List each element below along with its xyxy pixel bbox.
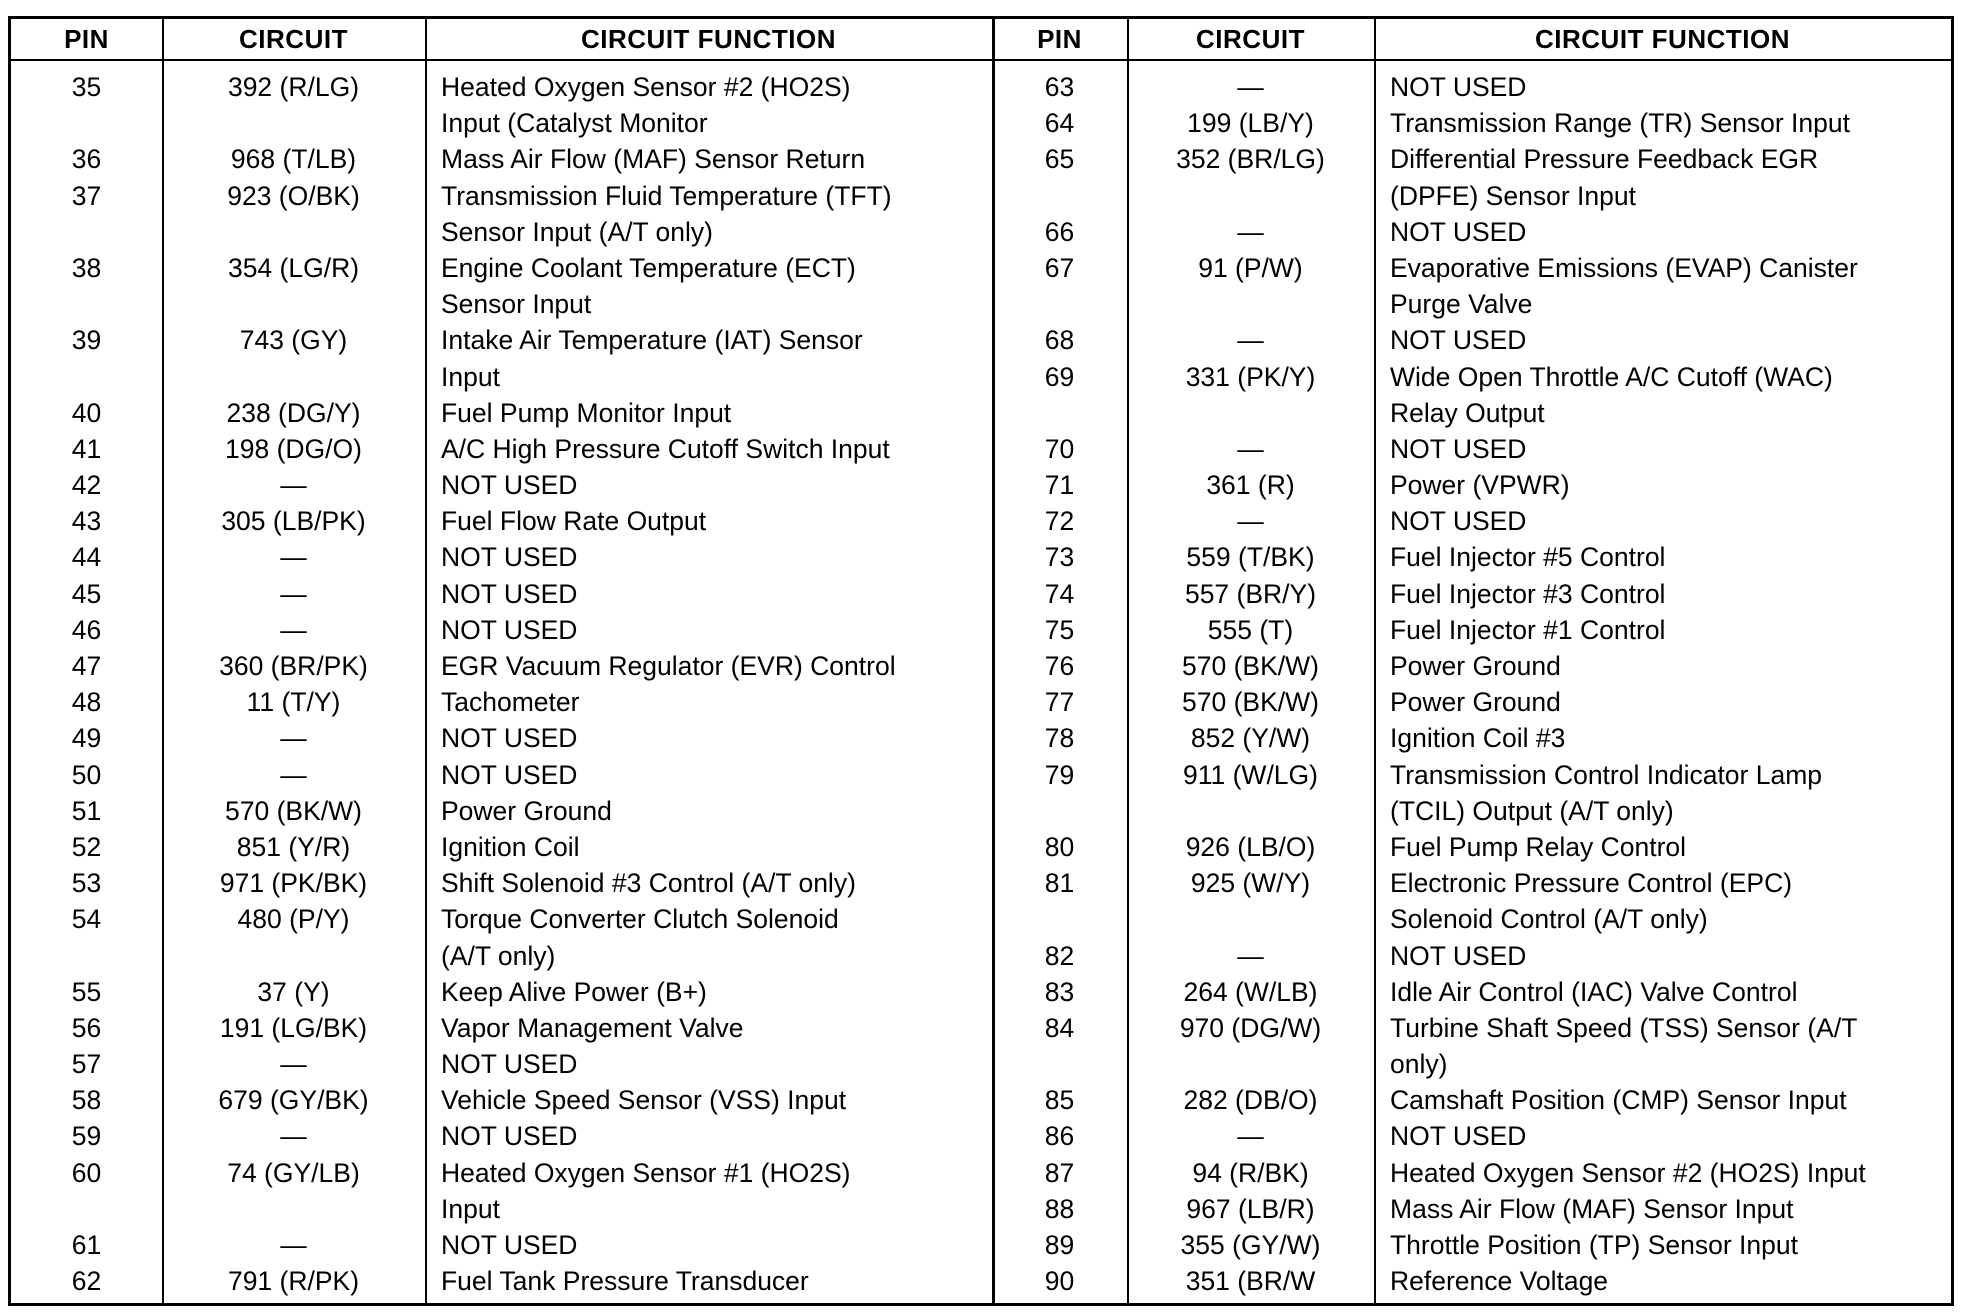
pin-cell [992, 395, 1127, 431]
header-pin-right: PIN [1037, 24, 1082, 54]
pin-cell: 86 [1044, 1121, 1075, 1152]
pin-cell: 80 [1044, 831, 1075, 862]
function-cell: Engine Coolant Temperature (ECT) [441, 252, 856, 283]
circuit-cell: 91 (P/W) [1198, 252, 1303, 283]
right-pin-column [992, 69, 1127, 1303]
pin-cell [11, 105, 162, 141]
pin-cell: 59 [71, 1121, 102, 1152]
circuit-cell [162, 105, 425, 141]
pin-cell: 54 [71, 904, 102, 935]
pin-cell: 37 [71, 180, 102, 211]
function-cell: NOT USED [1390, 940, 1527, 971]
pin-cell: 55 [71, 976, 102, 1007]
function-cell: Purge Valve [1390, 289, 1533, 320]
function-cell: Mass Air Flow (MAF) Sensor Return [441, 144, 866, 175]
circuit-cell: — [1237, 506, 1264, 537]
pin-cell: 87 [1044, 1157, 1075, 1188]
circuit-cell: 264 (W/LB) [1183, 976, 1318, 1007]
header-circuit-right: CIRCUIT [1196, 24, 1305, 54]
pin-cell: 71 [1044, 470, 1075, 501]
pin-cell: 74 [1044, 578, 1075, 609]
circuit-cell: 557 (BR/Y) [1184, 578, 1317, 609]
circuit-cell: — [280, 542, 307, 573]
circuit-cell: — [1237, 940, 1264, 971]
circuit-cell [1127, 395, 1374, 431]
function-cell: Ignition Coil [441, 831, 580, 862]
circuit-cell [1127, 901, 1374, 937]
circuit-cell: — [280, 759, 307, 790]
pin-cell: 46 [71, 614, 102, 645]
function-cell: Fuel Injector #1 Control [1390, 614, 1666, 645]
pin-cell: 75 [1044, 614, 1075, 645]
circuit-cell: 570 (BK/W) [1182, 687, 1319, 718]
function-cell: A/C High Pressure Cutoff Switch Input [441, 433, 890, 464]
function-cell: Heated Oxygen Sensor #2 (HO2S) Input [1390, 1157, 1866, 1188]
pin-cell: 68 [1044, 325, 1075, 356]
function-cell: Vehicle Speed Sensor (VSS) Input [441, 1085, 847, 1116]
function-cell: Power Ground [441, 795, 612, 826]
function-cell: Transmission Fluid Temperature (TFT) [441, 180, 892, 211]
header-divider [11, 59, 1951, 61]
circuit-cell: — [280, 1230, 307, 1260]
pin-cell: 63 [1044, 72, 1075, 102]
circuit-cell: 360 (BR/PK) [219, 651, 368, 681]
left-function-column [425, 69, 992, 1303]
pin-cell: 38 [71, 252, 102, 283]
circuit-cell: 967 (LB/R) [1186, 1193, 1315, 1224]
function-cell: NOT USED [1390, 72, 1527, 102]
pin-cell: 58 [71, 1085, 102, 1116]
pin-cell [992, 1046, 1127, 1082]
function-cell: Idle Air Control (IAC) Valve Control [1390, 976, 1798, 1007]
function-cell: NOT USED [441, 614, 578, 645]
circuit-cell: 968 (T/LB) [230, 144, 357, 175]
pin-cell: 36 [71, 144, 102, 175]
function-cell: NOT USED [441, 1230, 578, 1260]
function-cell: (A/T only) [441, 940, 556, 971]
pin-cell [992, 178, 1127, 214]
circuit-cell: — [1237, 433, 1264, 464]
function-cell: Power (VPWR) [1390, 470, 1570, 501]
circuit-cell: 354 (LG/R) [227, 252, 360, 283]
function-cell: Relay Output [1390, 397, 1545, 428]
pin-cell: 53 [71, 868, 102, 899]
pin-cell: 85 [1044, 1085, 1075, 1116]
function-cell: Transmission Range (TR) Sensor Input [1390, 108, 1850, 139]
function-cell: Fuel Injector #3 Control [1390, 578, 1666, 609]
function-cell: Camshaft Position (CMP) Sensor Input [1390, 1085, 1847, 1116]
pin-cell [992, 793, 1127, 829]
header-circuit-left: CIRCUIT [239, 24, 348, 54]
pin-cell: 45 [71, 578, 102, 609]
pin-cell: 48 [71, 687, 102, 718]
circuit-cell: 11 (T/Y) [246, 687, 341, 718]
function-cell: Power Ground [1390, 687, 1561, 718]
circuit-cell [1127, 178, 1374, 214]
circuit-cell: 926 (LB/O) [1185, 831, 1316, 862]
pin-cell: 69 [1044, 361, 1075, 392]
pin-cell: 66 [1044, 216, 1075, 247]
pin-cell: 64 [1044, 108, 1075, 139]
pin-cell: 70 [1044, 433, 1075, 464]
circuit-cell: — [280, 1049, 307, 1080]
circuit-cell: 559 (T/BK) [1186, 542, 1315, 573]
circuit-cell [1127, 1046, 1374, 1082]
pin-cell: 79 [1044, 759, 1075, 790]
function-cell: Turbine Shaft Speed (TSS) Sensor (A/T [1390, 1012, 1858, 1043]
pin-cell: 57 [71, 1049, 102, 1080]
left-pin-column [11, 69, 162, 1303]
function-cell: NOT USED [441, 1121, 578, 1152]
header-pin-left: PIN [64, 24, 109, 54]
circuit-cell: 852 (Y/W) [1190, 723, 1311, 754]
function-cell: Sensor Input [441, 289, 592, 320]
function-cell: NOT USED [441, 578, 578, 609]
pin-cell: 73 [1044, 542, 1075, 573]
pin-cell: 42 [71, 470, 102, 501]
function-cell: Shift Solenoid #3 Control (A/T only) [441, 868, 856, 899]
circuit-cell: 971 (PK/BK) [219, 868, 368, 899]
function-cell: Fuel Injector #5 Control [1390, 542, 1666, 573]
pin-cell: 83 [1044, 976, 1075, 1007]
pin-cell: 88 [1044, 1193, 1075, 1224]
pin-cell: 44 [71, 542, 102, 573]
pin-cell [992, 901, 1127, 937]
circuit-cell [1127, 286, 1374, 322]
pin-cell: 40 [71, 397, 102, 428]
circuit-cell: 238 (DG/Y) [226, 397, 361, 428]
circuit-cell [162, 214, 425, 250]
function-cell: Evaporative Emissions (EVAP) Canister [1390, 252, 1858, 283]
circuit-cell: 923 (O/BK) [227, 180, 360, 211]
circuit-cell: — [1237, 325, 1264, 356]
pin-cell: 90 [1044, 1266, 1075, 1297]
circuit-cell: — [280, 723, 307, 754]
circuit-cell: 679 (GY/BK) [218, 1085, 369, 1116]
circuit-cell [162, 938, 425, 974]
function-cell: Solenoid Control (A/T only) [1390, 904, 1708, 935]
pin-cell: 35 [71, 72, 102, 102]
pin-cell: 76 [1044, 651, 1075, 681]
circuit-cell: — [1237, 72, 1264, 102]
function-cell: Differential Pressure Feedback EGR [1390, 144, 1819, 175]
pin-cell [992, 286, 1127, 322]
circuit-cell: 570 (BK/W) [1182, 651, 1319, 681]
circuit-cell [162, 359, 425, 395]
circuit-cell: — [280, 578, 307, 609]
circuit-cell: 352 (BR/LG) [1176, 144, 1325, 175]
function-cell: NOT USED [1390, 1121, 1527, 1152]
circuit-cell: 791 (R/PK) [227, 1266, 360, 1297]
function-cell: Throttle Position (TP) Sensor Input [1390, 1230, 1798, 1260]
pin-cell: 41 [71, 433, 102, 464]
function-cell: NOT USED [441, 470, 578, 501]
function-cell: Fuel Tank Pressure Transducer [441, 1266, 809, 1297]
pin-cell: 56 [71, 1012, 102, 1043]
function-cell: NOT USED [1390, 433, 1527, 464]
pin-cell: 82 [1044, 940, 1075, 971]
function-cell: (DPFE) Sensor Input [1390, 180, 1636, 211]
function-cell: Tachometer [441, 687, 580, 718]
circuit-cell: 361 (R) [1206, 470, 1295, 501]
right-function-column [1374, 69, 1951, 1303]
pin-cell: 81 [1044, 868, 1075, 899]
function-cell: Input [441, 1193, 500, 1224]
function-cell: Vapor Management Valve [441, 1012, 744, 1043]
circuit-cell: — [280, 1121, 307, 1152]
function-cell: Ignition Coil #3 [1390, 723, 1566, 754]
function-cell: NOT USED [1390, 325, 1527, 356]
pin-cell: 84 [1044, 1012, 1075, 1043]
header-function-right: CIRCUIT FUNCTION [1535, 24, 1790, 54]
function-cell: (TCIL) Output (A/T only) [1390, 795, 1674, 826]
circuit-cell: 305 (LB/PK) [221, 506, 366, 537]
pin-cell: 77 [1044, 687, 1075, 718]
circuit-cell: 355 (GY/W) [1180, 1230, 1321, 1260]
pin-cell: 51 [71, 795, 102, 826]
pin-cell: 60 [71, 1157, 102, 1188]
left-circuit-column [162, 69, 425, 1303]
header-function-left: CIRCUIT FUNCTION [581, 24, 836, 54]
function-cell: Fuel Pump Relay Control [1390, 831, 1687, 862]
function-cell: Mass Air Flow (MAF) Sensor Input [1390, 1193, 1794, 1224]
function-cell: Transmission Control Indicator Lamp [1390, 759, 1823, 790]
pin-cell: 52 [71, 831, 102, 862]
circuit-cell: 480 (P/Y) [237, 904, 350, 935]
circuit-cell: 198 (DG/O) [225, 433, 362, 464]
function-cell: Fuel Flow Rate Output [441, 506, 707, 537]
pin-cell [11, 214, 162, 250]
pin-cell: 61 [71, 1230, 102, 1260]
circuit-cell: 74 (GY/LB) [227, 1157, 360, 1188]
function-cell: Wide Open Throttle A/C Cutoff (WAC) [1390, 361, 1833, 392]
pin-cell: 65 [1044, 144, 1075, 175]
function-cell: Fuel Pump Monitor Input [441, 397, 732, 428]
pin-cell: 50 [71, 759, 102, 790]
circuit-cell: 970 (DG/W) [1179, 1012, 1322, 1043]
function-cell: EGR Vacuum Regulator (EVR) Control [441, 651, 896, 681]
pin-cell: 47 [71, 651, 102, 681]
pin-cell: 39 [71, 325, 102, 356]
circuit-cell: 925 (W/Y) [1190, 868, 1311, 899]
function-cell: Intake Air Temperature (IAT) Sensor [441, 325, 863, 356]
circuit-cell [162, 1191, 425, 1227]
pin-cell: 67 [1044, 252, 1075, 283]
function-cell: NOT USED [441, 542, 578, 573]
circuit-cell: 911 (W/LG) [1183, 759, 1318, 790]
function-cell: Heated Oxygen Sensor #2 (HO2S) [441, 72, 851, 102]
circuit-cell: 351 (BR/W [1185, 1266, 1316, 1297]
function-cell: Input (Catalyst Monitor [441, 108, 708, 139]
function-cell: Sensor Input (A/T only) [441, 216, 714, 247]
circuit-cell [1127, 793, 1374, 829]
circuit-cell: 37 (Y) [257, 976, 330, 1007]
circuit-cell: 331 (PK/Y) [1185, 361, 1316, 392]
circuit-cell: 392 (R/LG) [227, 72, 360, 102]
circuit-cell [162, 286, 425, 322]
circuit-cell: 555 (T) [1207, 614, 1294, 645]
circuit-cell: — [1237, 216, 1264, 247]
function-cell: Keep Alive Power (B+) [441, 976, 707, 1007]
function-cell: NOT USED [441, 759, 578, 790]
pin-cell: 78 [1044, 723, 1075, 754]
pin-cell: 72 [1044, 506, 1075, 537]
pin-cell: 43 [71, 506, 102, 537]
circuit-cell: — [280, 470, 307, 501]
circuit-cell: 851 (Y/R) [236, 831, 351, 862]
pin-cell [11, 359, 162, 395]
pin-table [8, 16, 1954, 1306]
circuit-cell: 199 (LB/Y) [1187, 108, 1314, 139]
circuit-cell: 282 (DB/O) [1183, 1085, 1318, 1116]
circuit-cell: — [280, 614, 307, 645]
pin-cell [11, 1191, 162, 1227]
circuit-cell: 191 (LG/BK) [219, 1012, 368, 1043]
function-cell: only) [1390, 1049, 1448, 1080]
pin-cell: 89 [1044, 1230, 1075, 1260]
function-cell: Torque Converter Clutch Solenoid [441, 904, 839, 935]
function-cell: Input [441, 361, 500, 392]
circuit-cell: 570 (BK/W) [225, 795, 362, 826]
circuit-cell: 743 (GY) [239, 325, 348, 356]
pin-cell: 49 [71, 723, 102, 754]
function-cell: Heated Oxygen Sensor #1 (HO2S) [441, 1157, 851, 1188]
function-cell: Electronic Pressure Control (EPC) [1390, 868, 1793, 899]
circuit-cell: 94 (R/BK) [1192, 1157, 1309, 1188]
function-cell: Power Ground [1390, 651, 1561, 681]
circuit-cell: — [1237, 1121, 1264, 1152]
function-cell: NOT USED [441, 723, 578, 754]
function-cell: NOT USED [1390, 506, 1527, 537]
pin-cell: 62 [71, 1266, 102, 1297]
function-cell: NOT USED [1390, 216, 1527, 247]
function-cell: Reference Voltage [1390, 1266, 1609, 1297]
pin-cell [11, 286, 162, 322]
right-circuit-column [1127, 69, 1374, 1303]
pin-cell [11, 938, 162, 974]
function-cell: NOT USED [441, 1049, 578, 1080]
